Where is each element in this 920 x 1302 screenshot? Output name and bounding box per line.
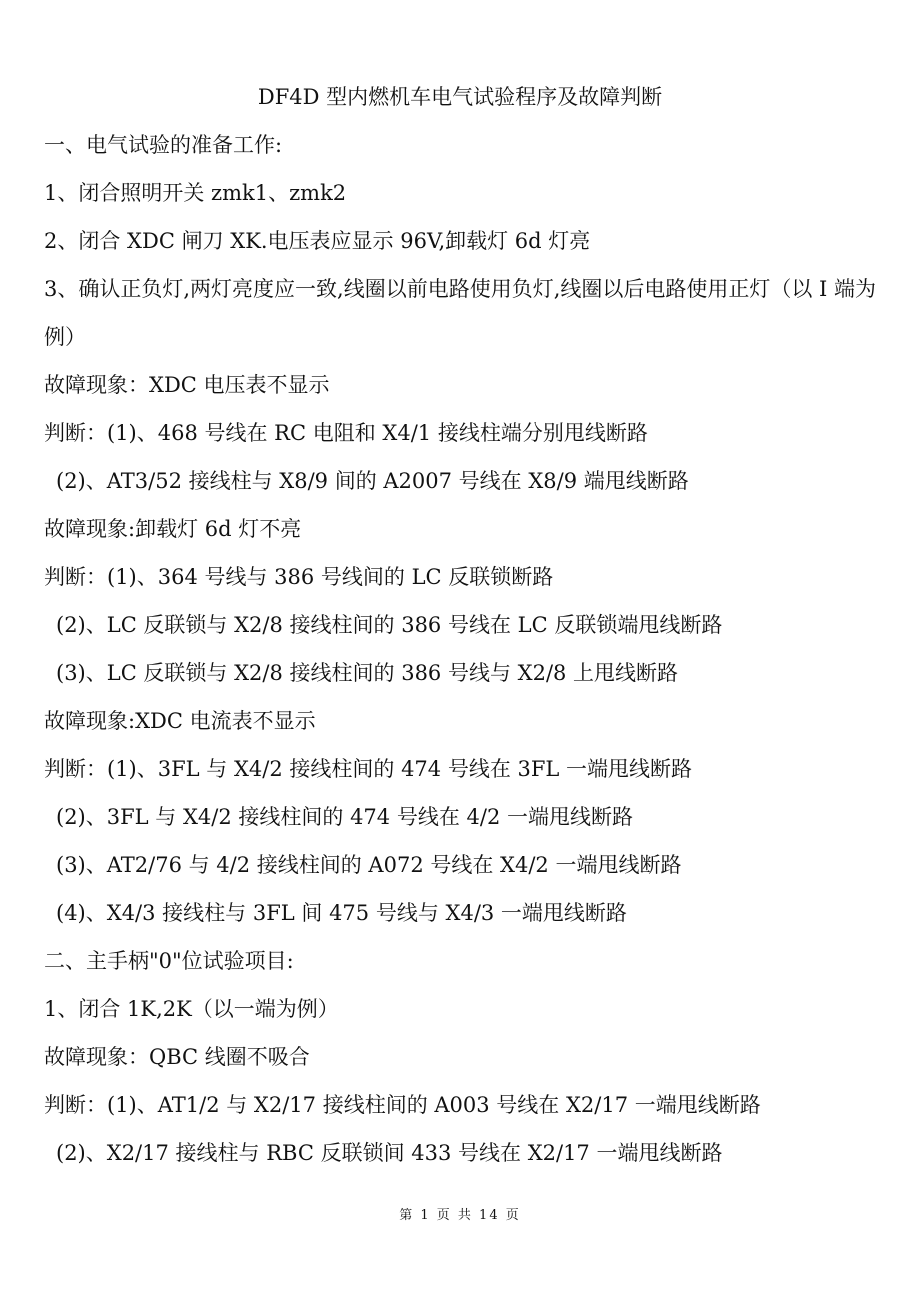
fault-voltmeter: 故障现象：XDC 电压表不显示 (44, 373, 330, 397)
step-3: 3、确认正负灯,两灯亮度应一致,线圈以前电路使用负灯,线圈以后电路使用正灯（以 I 端为例） (44, 277, 877, 349)
step-1: 1、闭合照明开关 zmk1、zmk2 (44, 181, 347, 205)
document-title: DF4D 型内燃机车电气试验程序及故障判断 (257, 85, 663, 109)
judgement-lamp-1: 判断：(1)、364 号线与 386 号线间的 LC 反联锁断路 (44, 565, 554, 589)
section-heading-2: 二、主手柄"0"位试验项目: (44, 949, 294, 973)
judgement-voltmeter-2: (2)、AT3/52 接线柱与 X8/9 间的 A2007 号线在 X8/9 端甩线断路 (56, 469, 689, 493)
fault-unload-lamp: 故障现象:卸载灯 6d 灯不亮 (44, 517, 302, 541)
judgement-ammeter-4: (4)、X4/3 接线柱与 3FL 间 475 号线与 X4/3 一端甩线断路 (56, 901, 627, 925)
judgement-lamp-3: (3)、LC 反联锁与 X2/8 接线柱间的 386 号线与 X2/8 上甩线断路 (56, 661, 679, 685)
judgement-qbc-2: (2)、X2/17 接线柱与 RBC 反联锁间 433 号线在 X2/17 一端甩线断路 (56, 1141, 723, 1165)
judgement-lamp-2: (2)、LC 反联锁与 X2/8 接线柱间的 386 号线在 LC 反联锁端甩线断路 (56, 613, 723, 637)
judgement-ammeter-3: (3)、AT2/76 与 4/2 接线柱间的 A072 号线在 X4/2 一端甩线断路 (56, 853, 682, 877)
step-2-1: 1、闭合 1K,2K（以一端为例） (44, 997, 339, 1021)
judgement-ammeter-1: 判断：(1)、3FL 与 X4/2 接线柱间的 474 号线在 3FL 一端甩线断路 (44, 757, 693, 781)
fault-qbc-coil: 故障现象：QBC 线圈不吸合 (44, 1045, 310, 1069)
judgement-voltmeter-1: 判断：(1)、468 号线在 RC 电阻和 X4/1 接线柱端分别甩线断路 (44, 421, 648, 445)
judgement-ammeter-2: (2)、3FL 与 X4/2 接线柱间的 474 号线在 4/2 一端甩线断路 (56, 805, 633, 829)
step-2: 2、闭合 XDC 闸刀 XK.电压表应显示 96V,卸载灯 6d 灯亮 (44, 229, 591, 253)
judgement-qbc-1: 判断：(1)、AT1/2 与 X2/17 接线柱间的 A003 号线在 X2/17 一端甩线断路 (44, 1093, 761, 1117)
page-footer: 第 1 页 共 14 页 (399, 1208, 521, 1223)
section-heading-1: 一、电气试验的准备工作: (44, 133, 283, 157)
fault-ammeter: 故障现象:XDC 电流表不显示 (44, 709, 316, 733)
